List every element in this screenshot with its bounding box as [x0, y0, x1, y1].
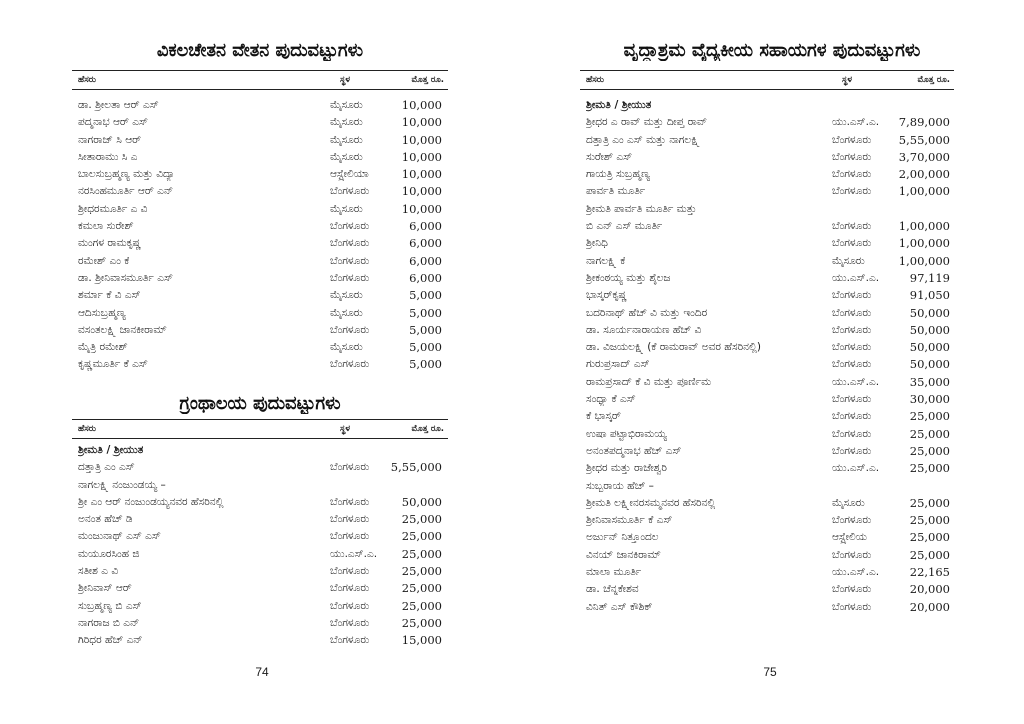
donor-name: ಗಾಯತ್ರಿ ಸುಬ್ರಹ್ಮಣ್ಯ	[586, 168, 651, 181]
donor-name: ಆದಿಸುಬ್ರಹ್ಮಣ್ಯ	[78, 306, 126, 319]
library-endowment-title: ಗ್ರಂಥಾಲಯ ಪುದುವಟ್ಟುಗಳು	[179, 393, 341, 414]
table-row	[580, 287, 954, 304]
donor-name: ದತ್ತಾತ್ರಿ ಎಂ ಎಸ್	[78, 461, 135, 474]
table-row	[72, 580, 448, 597]
header-place: ಸ್ಥಳ	[340, 75, 350, 85]
donor-name: ವಸಂತಲಕ್ಷ್ಮಿ ಜಾನಕೀರಾಮ್	[78, 323, 167, 336]
donation-amount: 6,000	[409, 270, 442, 285]
table-row	[580, 339, 954, 356]
donor-place: ಆಸ್ಟ್ರೇಲಿಯ	[832, 531, 867, 544]
donation-amount: 3,70,000	[898, 149, 950, 164]
donor-name: ರಾಮಪ್ರಸಾದ್ ಕೆ ವಿ ಮತ್ತು ಪೂರ್ಣಿಮ	[586, 375, 712, 388]
table-row	[580, 564, 954, 581]
donor-name: ಶ್ರೀಮತಿ / ಶ್ರೀಯುತ	[78, 444, 144, 456]
donor-place: ಯು.ಎಸ್.ಎ.	[832, 271, 880, 284]
table-row	[72, 477, 448, 494]
donor-place: ಬೆಂಗಳೂರು	[330, 513, 370, 526]
disability-table-rows	[72, 97, 448, 374]
donor-place: ಬೆಂಗಳೂರು	[832, 410, 872, 423]
donor-name: ನಾಗರಾಜ ಬಿ ಎನ್	[78, 616, 140, 629]
table-row	[72, 201, 448, 218]
donor-name: ಕಮಲಾ ಸುರೇಶ್	[78, 220, 134, 233]
donor-name: ಉಷಾ ಪಟ್ಟಾಭಿರಾಮಯ್ಯ	[586, 427, 667, 440]
donor-name: ಮಾಲಾ ಮೂರ್ತಿ	[586, 566, 642, 579]
table-row	[580, 408, 954, 425]
table-row	[580, 114, 954, 131]
donation-amount: 5,55,000	[898, 132, 950, 147]
donor-name: ಬದರಿನಾಥ್ ಹೆಚ್ ವಿ ಮತ್ತು ಇಂದಿರ	[586, 306, 708, 319]
donor-name: ರಮೇಶ್ ಎಂ ಕೆ	[78, 254, 130, 267]
donation-amount: 25,000	[401, 512, 442, 527]
table-row	[580, 253, 954, 270]
donation-amount: 25,000	[401, 598, 442, 613]
header-name: ಹೆಸರು	[78, 424, 96, 434]
table-row	[580, 183, 954, 200]
donor-place: ಬೆಂಗಳೂರು	[330, 237, 370, 250]
donation-amount: 97,119	[909, 270, 950, 285]
library-table-header	[72, 419, 448, 439]
donation-amount: 30,000	[909, 392, 950, 407]
header-place: ಸ್ಥಳ	[340, 424, 350, 434]
donation-amount: 25,000	[909, 513, 950, 528]
donation-amount: 25,000	[401, 564, 442, 579]
table-row	[580, 270, 954, 287]
header-amount: ಮೊತ್ತ ರೂ.	[411, 75, 444, 85]
donor-place: ಮೈಸೂರು	[330, 289, 363, 302]
donation-amount: 91,050	[909, 288, 950, 303]
donor-name: ನಾಗರಾಜ್ ಸಿ ಆರ್	[78, 133, 142, 146]
donor-place: ಮೈಸೂರು	[330, 99, 363, 111]
donor-name: ಶ್ರೀಮತಿ ಲಕ್ಷ್ಮೀನರಸಮ್ಮನವರ ಹೆಸರಿನಲ್ಲಿ	[586, 496, 716, 509]
donation-amount: 35,000	[909, 374, 950, 389]
donor-name: ಪದ್ಮನಾಭ ಆರ್ ಎಸ್	[78, 116, 148, 129]
header-name: ಹೆಸರು	[78, 75, 96, 85]
donor-place: ಬೆಂಗಳೂರು	[330, 495, 370, 508]
table-row	[72, 322, 448, 339]
donation-amount: 25,000	[909, 443, 950, 458]
donor-place: ಬೆಂಗಳೂರು	[330, 565, 370, 578]
table-row	[72, 494, 448, 511]
donation-amount: 50,000	[909, 322, 950, 337]
donor-place: ಮೈಸೂರು	[330, 150, 363, 163]
donation-amount: 50,000	[401, 494, 442, 509]
donor-name: ಬಾಲಸುಬ್ರಹ್ಮಣ್ಯ ಮತ್ತು ವಿದ್ಯಾ	[78, 168, 175, 181]
page-number: 74	[255, 665, 269, 679]
donor-place: ಮೈಸೂರು	[330, 202, 363, 215]
donor-name: ಬಿ ಎನ್ ಎಸ್ ಮೂರ್ತಿ	[586, 220, 663, 233]
donation-amount: 20,000	[909, 599, 950, 614]
donation-amount: 6,000	[409, 236, 442, 251]
table-row	[72, 511, 448, 528]
donor-name: ಅನಂತ ಹೆಚ್ ಡಿ	[78, 513, 133, 526]
table-row	[72, 632, 448, 649]
donor-name: ವಿನಿತ್ ಎಸ್ ಕೌಶಿಕ್	[586, 600, 653, 613]
donation-amount: 5,000	[409, 340, 442, 355]
table-row	[580, 132, 954, 149]
table-subheading	[72, 442, 448, 459]
header-name: ಹೆಸರು	[586, 75, 604, 85]
donor-name: ಶ್ರೀಮತಿ ಪಾರ್ವತಿ ಮೂರ್ತಿ ಮತ್ತು	[586, 202, 697, 215]
donor-place: ಬೆಂಗಳೂರು	[832, 427, 872, 440]
table-row	[580, 529, 954, 546]
table-row	[72, 183, 448, 200]
donor-name: ಗಿರಿಧರ ಹೆಚ್ ಎನ್	[78, 634, 143, 647]
old-age-medical-title: ವೃದ್ಧಾಶ್ರಮ ವೈದ್ಯಕೀಯ ಸಹಾಯಗಳ ಪುದುವಟ್ಟುಗಳು	[623, 40, 921, 61]
table-row	[580, 305, 954, 322]
table-row	[72, 149, 448, 166]
table-row	[580, 581, 954, 598]
donation-amount: 6,000	[409, 253, 442, 268]
donor-place: ಮೈಸೂರು	[330, 116, 363, 129]
donor-place: ಬೆಂಗಳೂರು	[330, 271, 370, 284]
disability-stipend-title: ವಿಕಲಚೇತನ ವೇತನ ಪುದುವಟ್ಟುಗಳು	[156, 40, 364, 61]
donor-place: ಮೈಸೂರು	[330, 306, 363, 319]
table-row	[72, 615, 448, 632]
header-place: ಸ್ಥಳ	[842, 75, 852, 85]
donor-place: ಬೆಂಗಳೂರು	[330, 323, 370, 336]
donation-amount: 6,000	[409, 219, 442, 234]
donation-amount: 5,000	[409, 357, 442, 372]
donor-place: ಮೈಸೂರು	[330, 341, 363, 354]
donor-place: ಬೆಂಗಳೂರು	[832, 306, 872, 319]
donor-name: ಶ್ರೀನಿವಾಸ್ ಆರ್	[78, 582, 132, 595]
donor-place: ಯು.ಎಸ್.ಎ.	[832, 566, 880, 579]
table-row	[72, 563, 448, 580]
table-row	[580, 235, 954, 252]
table-row	[72, 132, 448, 149]
donation-amount: 1,00,000	[898, 219, 950, 234]
donor-place: ಬೆಂಗಳೂರು	[832, 548, 872, 561]
table-row	[580, 374, 954, 391]
donor-place: ಮೈಸೂರು	[330, 133, 363, 146]
donation-amount: 10,000	[401, 184, 442, 199]
table-row	[72, 598, 448, 615]
donor-place: ಬೆಂಗಳೂರು	[832, 341, 872, 354]
donor-place: ಬೆಂಗಳೂರು	[832, 600, 872, 613]
donor-place: ಯು.ಎಸ್.ಎ.	[832, 375, 880, 388]
donation-amount: 10,000	[401, 167, 442, 182]
donation-amount: 2,00,000	[898, 167, 950, 182]
donor-place: ಬೆಂಗಳೂರು	[832, 220, 872, 233]
donor-place: ಯು.ಎಸ್.ಎ.	[330, 547, 378, 560]
donor-place: ಮೈಸೂರು	[832, 254, 865, 267]
donation-amount: 22,165	[909, 565, 950, 580]
donation-amount: 25,000	[909, 530, 950, 545]
donation-amount: 25,000	[401, 615, 442, 630]
table-row	[580, 218, 954, 235]
table-row	[72, 356, 448, 373]
donor-place: ಬೆಂಗಳೂರು	[330, 530, 370, 543]
library-table-rows	[72, 442, 448, 650]
donor-name: ಸಂಧ್ಯಾ ಕೆ ಎಸ್	[586, 393, 636, 406]
table-row	[72, 166, 448, 183]
donor-name: ಗುರುಪ್ರಸಾದ್ ಎಸ್	[586, 358, 650, 371]
header-amount: ಮೊತ್ತ ರೂ.	[917, 75, 950, 85]
donor-name: ಪಾರ್ವತಿ ಮೂರ್ತಿ	[586, 185, 646, 198]
donor-name: ಮಂಗಳ ರಾಮಕೃಷ್ಣ	[78, 237, 142, 250]
table-row	[72, 546, 448, 563]
donation-amount: 10,000	[401, 201, 442, 216]
donor-place: ಬೆಂಗಳೂರು	[330, 616, 370, 629]
donation-amount: 10,000	[401, 115, 442, 130]
donor-name: ಕೃಷ್ಣಮೂರ್ತಿ ಕೆ ಎಸ್	[78, 358, 148, 371]
donor-name: ಅರ್ಜುನ್ ನಿತ್ತೂಂದಲ	[586, 531, 659, 544]
donation-amount: 25,000	[909, 461, 950, 476]
donor-place: ಆಸ್ಟ್ರೇಲಿಯಾ	[330, 168, 369, 181]
donor-place: ಬೆಂಗಳೂರು	[832, 237, 872, 250]
donor-name: ಶ್ರೀನಿಧಿ	[586, 237, 608, 250]
donation-amount: 1,00,000	[898, 236, 950, 251]
donor-place: ಬೆಂಗಳೂರು	[330, 582, 370, 595]
header-amount: ಮೊತ್ತ ರೂ.	[411, 424, 444, 434]
donor-name: ನಾಗಲಕ್ಷ್ಮಿ ಕೆ	[586, 254, 626, 267]
donor-name: ಮಂಜುನಾಥ್ ಎಸ್ ಎಸ್	[78, 530, 161, 543]
donor-place: ಬೆಂಗಳೂರು	[832, 393, 872, 406]
donor-place: ಬೆಂಗಳೂರು	[330, 599, 370, 612]
donation-amount: 50,000	[909, 305, 950, 320]
table-row	[580, 547, 954, 564]
donor-name: ಶ್ರೀಧರ ಎ ರಾವ್ ಮತ್ತು ದೀಪ್ತ ರಾವ್	[586, 116, 708, 129]
donor-name: ಶರ್ಮಾ ಕೆ ವಿ ಎಸ್	[78, 289, 141, 302]
donor-place: ಬೆಂಗಳೂರು	[832, 150, 872, 163]
table-row	[72, 287, 448, 304]
donor-name: ನಾಗಲಕ್ಷ್ಮಿ ನಂಜುಂಡಯ್ಯ –	[78, 478, 166, 491]
donor-name: ಸೀತಾರಾಮು ಸಿ ಎ	[78, 150, 138, 163]
table-row	[72, 305, 448, 322]
donation-amount: 15,000	[401, 633, 442, 648]
donor-name: ಮೈತ್ರಿ ರಮೇಶ್	[78, 341, 128, 354]
donor-place: ಬೆಂಗಳೂರು	[832, 358, 872, 371]
table-row	[580, 356, 954, 373]
disability-table-header	[72, 70, 448, 90]
donation-amount: 10,000	[401, 98, 442, 112]
donor-place: ಯು.ಎಸ್.ಎ.	[832, 462, 880, 475]
table-row	[580, 478, 954, 495]
donor-name: ನರಸಿಂಹಮೂರ್ತಿ ಆರ್ ಎನ್	[78, 185, 174, 198]
donor-name: ವಿನಯ್ ಜಾನಕಿರಾಮ್	[586, 548, 661, 561]
donor-name: ಶ್ರೀ ಎಂ ಆರ್ ನಂಜುಂಡಯ್ಯನವರ ಹೆಸರಿನಲ್ಲಿ	[78, 495, 224, 508]
donor-name: ಭಾಸ್ಕರ್‌ಕೃಷ್ಣ	[586, 289, 627, 302]
donation-amount: 10,000	[401, 132, 442, 147]
donation-amount: 1,00,000	[898, 184, 950, 199]
donor-name: ಡಾ. ಚೆನ್ನಕೇಶವ	[586, 583, 639, 596]
donor-name: ಸುಬ್ಬರಾಯ ಹೆಚ್ –	[586, 479, 654, 492]
table-row	[580, 443, 954, 460]
donor-name: ಕೆ ಭಾಸ್ಕರ್	[586, 410, 621, 423]
donor-name: ಶ್ರೀಕಂಠಯ್ಯ ಮತ್ತು ಶೈಲಜ	[586, 271, 671, 284]
table-row	[72, 114, 448, 131]
donation-amount: 50,000	[909, 357, 950, 372]
donation-amount: 25,000	[401, 529, 442, 544]
donation-amount: 5,000	[409, 288, 442, 303]
donor-place: ಬೆಂಗಳೂರು	[832, 168, 872, 181]
donor-place: ಬೆಂಗಳೂರು	[330, 185, 370, 198]
donor-name: ಸುಬ್ರಹ್ಮಣ್ಯ ಬಿ ಎಸ್	[78, 599, 142, 612]
table-row	[580, 322, 954, 339]
donation-amount: 25,000	[909, 495, 950, 510]
donor-name: ಡಾ. ವಿಜಯಲಕ್ಷ್ಮಿ (ಕೆ ರಾಮರಾವ್ ಅವರ ಹೆಸರಿನಲ್ಲಿ)	[586, 341, 761, 354]
donor-name: ಡಾ. ಶ್ರೀನಿವಾಸಮೂರ್ತಿ ಎಸ್	[78, 271, 173, 284]
table-row	[72, 270, 448, 287]
donor-name: ಶ್ರೀಧರ ಮತ್ತು ರಾಜೇಶ್ವರಿ	[586, 462, 667, 475]
table-row	[580, 460, 954, 477]
donor-place: ಬೆಂಗಳೂರು	[832, 133, 872, 146]
table-row	[580, 426, 954, 443]
table-row	[580, 149, 954, 166]
donor-name: ಸತೀಶ ಎ ವಿ	[78, 565, 119, 578]
donation-amount: 1,00,000	[898, 253, 950, 268]
donation-amount: 20,000	[909, 582, 950, 597]
table-row	[72, 97, 448, 114]
donor-place: ಬೆಂಗಳೂರು	[330, 254, 370, 267]
donation-amount: 50,000	[909, 340, 950, 355]
table-row	[580, 391, 954, 408]
donation-amount: 5,000	[409, 322, 442, 337]
medical-table-rows	[580, 97, 954, 616]
table-row	[72, 253, 448, 270]
donor-place: ಬೆಂಗಳೂರು	[832, 323, 872, 336]
donation-amount: 5,55,000	[390, 460, 442, 475]
donor-name: ಡಾ. ಸೂರ್ಯನಾರಾಯಣ ಹೆಚ್ ವಿ	[586, 323, 702, 336]
donor-place: ಬೆಂಗಳೂರು	[832, 444, 872, 457]
donor-place: ಬೆಂಗಳೂರು	[330, 220, 370, 233]
medical-table-header	[580, 70, 954, 90]
table-row	[72, 339, 448, 356]
table-row	[580, 599, 954, 616]
page-number: 75	[763, 665, 777, 679]
donor-name: ಮಯೂರಸಿಂಹ ಜಿ	[78, 547, 140, 560]
donation-amount: 25,000	[909, 409, 950, 424]
table-row	[580, 166, 954, 183]
donor-place: ಬೆಂಗಳೂರು	[832, 583, 872, 596]
donation-amount: 25,000	[401, 581, 442, 596]
table-row	[580, 201, 954, 218]
donation-amount: 25,000	[909, 547, 950, 562]
donor-name: ಶ್ರೀಮತಿ / ಶ್ರೀಯುತ	[586, 99, 652, 111]
table-row	[72, 528, 448, 545]
donor-place: ಬೆಂಗಳೂರು	[832, 514, 872, 527]
donation-amount: 25,000	[909, 426, 950, 441]
donation-amount: 7,89,000	[898, 115, 950, 130]
donor-place: ಬೆಂಗಳೂರು	[330, 634, 370, 647]
right-page	[512, 0, 1024, 724]
donor-name: ಡಾ. ಶ್ರೀಲತಾ ಆರ್ ಎಸ್	[78, 99, 159, 111]
table-row	[72, 459, 448, 476]
donation-amount: 10,000	[401, 149, 442, 164]
donor-place: ಮೈಸೂರು	[832, 496, 865, 509]
donor-place: ಯು.ಎಸ್.ಎ.	[832, 116, 880, 129]
donor-name: ಸುರೇಶ್ ಎಸ್	[586, 150, 633, 163]
donation-amount: 5,000	[409, 305, 442, 320]
donor-place: ಬೆಂಗಳೂರು	[832, 185, 872, 198]
table-row	[580, 512, 954, 529]
table-subheading	[580, 97, 954, 114]
donation-amount: 25,000	[401, 546, 442, 561]
table-row	[72, 235, 448, 252]
donor-place: ಬೆಂಗಳೂರು	[832, 289, 872, 302]
donor-name: ದತ್ತಾತ್ರಿ ಎಂ ಎಸ್ ಮತ್ತು ನಾಗಲಕ್ಷ್ಮಿ	[586, 133, 701, 146]
donor-place: ಬೆಂಗಳೂರು	[330, 461, 370, 474]
donor-place: ಬೆಂಗಳೂರು	[330, 358, 370, 371]
table-row	[72, 218, 448, 235]
donor-name: ಶ್ರೀಧರಮೂರ್ತಿ ಎ ವಿ	[78, 202, 148, 215]
donor-name: ಅನಂತಪದ್ಮನಾಭ ಹೆಚ್ ಎಸ್	[586, 444, 682, 457]
table-row	[580, 495, 954, 512]
donor-name: ಶ್ರೀನಿವಾಸಮೂರ್ತಿ ಕೆ ಎಸ್	[586, 514, 673, 527]
